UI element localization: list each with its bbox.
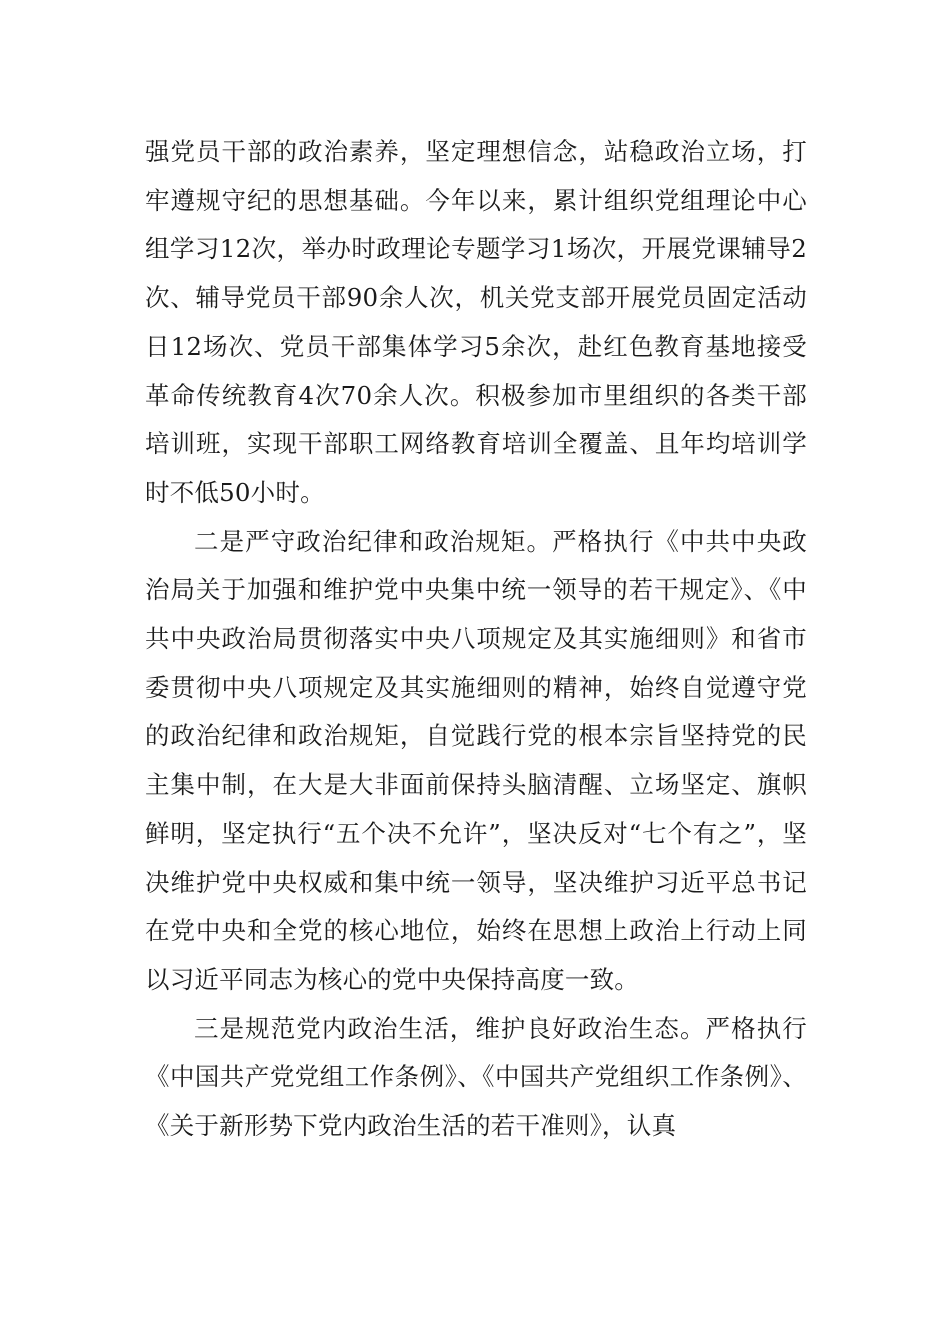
paragraph-political-discipline: 二是严守政治纪律和政治规矩。严格执行《中共中央政治局关于加强和维护党中央集中统一领导的若干规定》、《中共中央政治局贯彻落实中央八项规定及其实施细则》和省市委贯彻中央八项规定及其实施细则的精神，始终自觉遵守党的政治纪律和政治规矩，自觉践行党的根本宗旨坚持党的民主集中制，在大是大非面前保持头脑清醒、立场坚定、旗帜鲜明，坚定执行“五个决不允许”，坚决反对“七个有之”，坚决维护党中央权威和集中统一领导，坚决维护习近平总书记在党中央和全党的核心地位，始终在思想上政治上行动上同以习近平同志为核心的党中央保持高度一致。 [145,526,807,994]
document-body [145,128,807,1151]
paragraph-study-summary: 强党员干部的政治素养，坚定理想信念，站稳政治立场，打牢遵规守纪的思想基础。今年以来，累计组织党组理论中心组学习12次，举办时政理论专题学习1场次，开展党课辅导2次、辅导党员干部90余人次，机关党支部开展党员固定活动日12场次、党员干部集体学习5余次，赴红色教育基地接受革命传统教育4次70余人次。积极参加市里组织的各类干部培训班，实现干部职工网络教育培训全覆盖、且年均培训学时不低50小时。 [145,137,807,507]
paragraph-political-life: 三是规范党内政治生活，维护良好政治生态。严格执行《中国共产党党组工作条例》、《中国共产党组织工作条例》、《关于新形势下党内政治生活的若干准则》，认真 [145,1013,807,1141]
